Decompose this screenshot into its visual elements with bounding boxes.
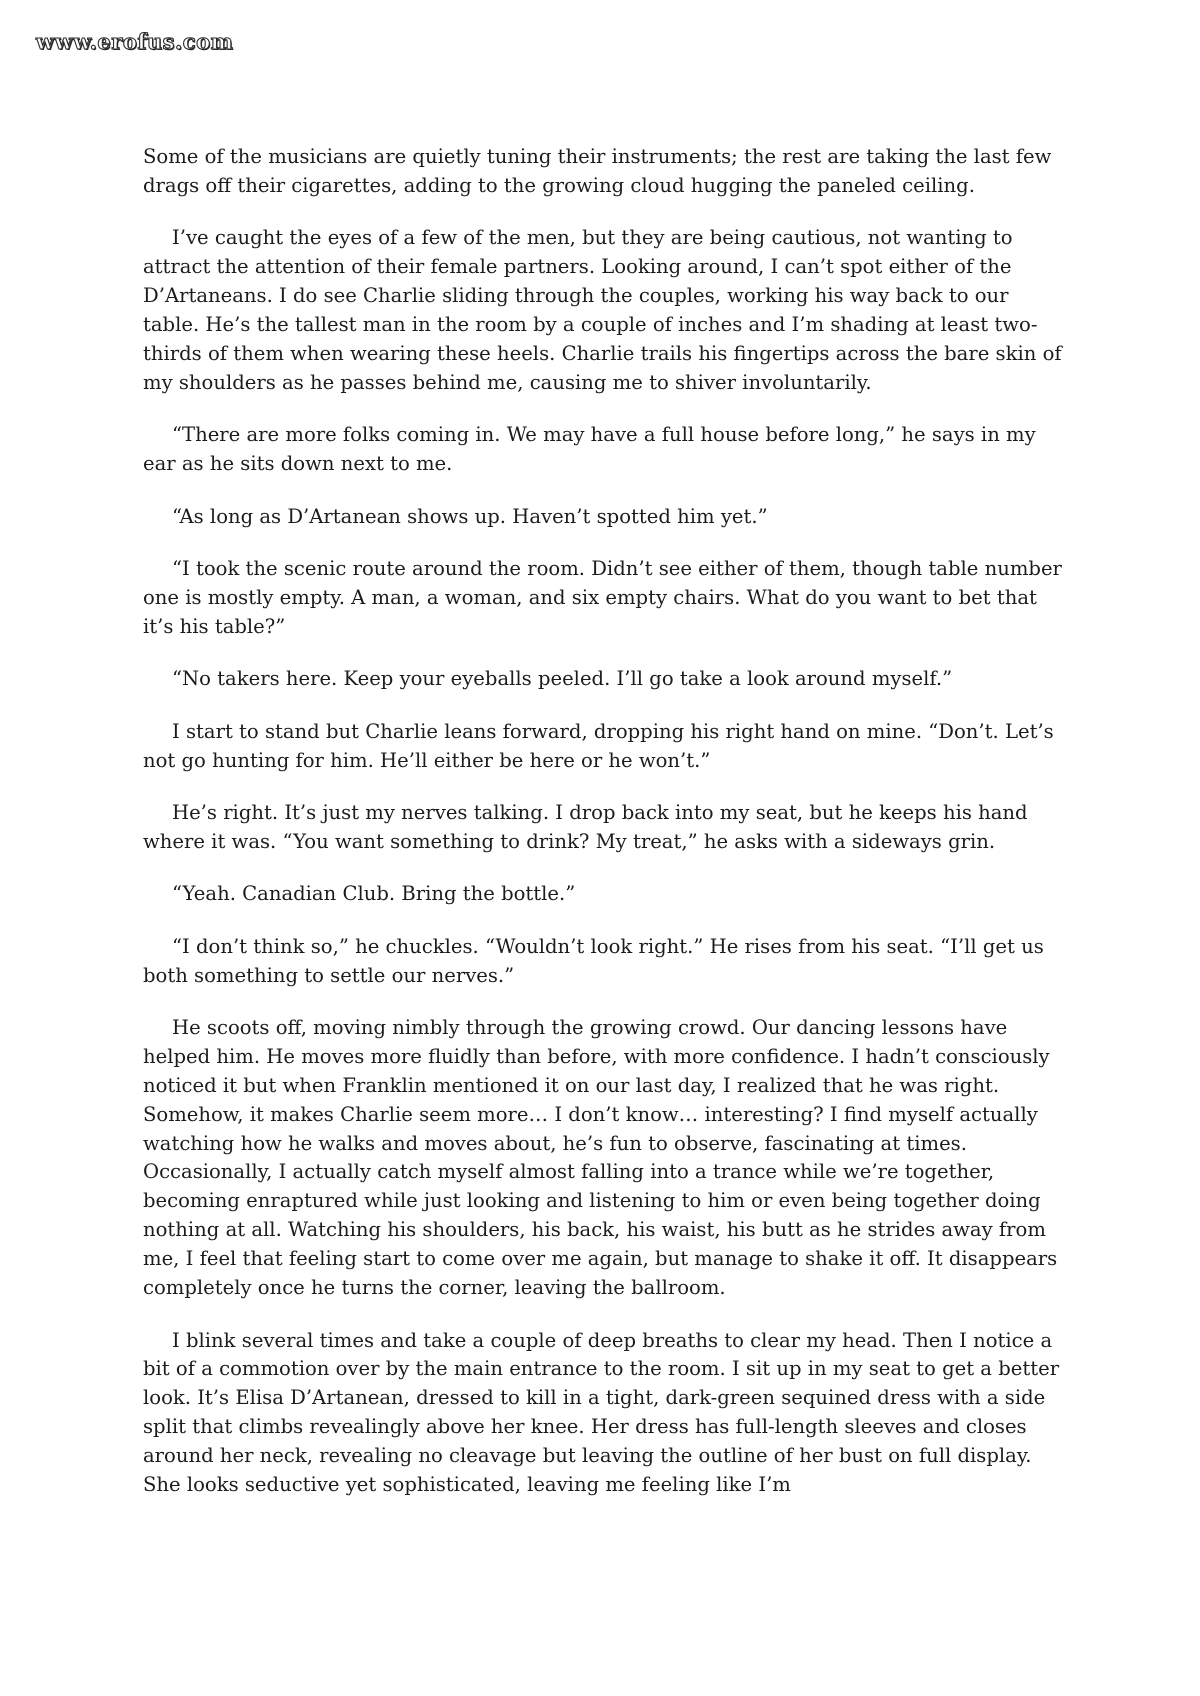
page-body xyxy=(143,143,1063,1523)
paragraph: “As long as D’Artanean shows up. Haven’t spotted him yet.” xyxy=(172,504,768,528)
paragraph: “I took the scenic route around the room. Didn’t see either of them, though table number one is mostly empty. A man, a woman, and six empty chairs. What do you want to bet that it’s his table?” xyxy=(143,556,1062,638)
paragraph: I’ve caught the eyes of a few of the men, but they are being cautious, not wanting to attract the attention of their female partners. Looking around, I can’t spot either of the D’Artaneans. I do see Charlie sliding through the couples, working his way back to our table. He’s the tallest man in the room by a couple of inches and I’m shading at least two-thirds of them when wearing these heels. Charlie trails his fingertips across the bare skin of my shoulders as he passes behind me, causing me to shiver involuntarily. xyxy=(143,226,1062,394)
paragraph: I start to stand but Charlie leans forward, dropping his right hand on mine. “Don’t. Let’s not go hunting for him. He’ll either be here or he won’t.” xyxy=(143,719,1054,772)
paragraph: “Yeah. Canadian Club. Bring the bottle.” xyxy=(172,882,576,906)
paragraph: He scoots off, moving nimbly through the growing crowd. Our dancing lessons have helped him. He moves more fluidly than before, with more confidence. I hadn’t consciously noticed it but when Franklin mentioned it on our last day, I realized that he was right. Somehow, it makes Charlie seem more… I don’t know… interesting? I find myself actually watching how he walks and moves about, he’s fun to observe, fascinating at times. Occasionally, I actually catch myself almost falling into a trance while we’re together, becoming enraptured while just looking and listening to him or even being together doing nothing at all. Watching his shoulders, his back, his waist, his butt as he strides away from me, I feel that feeling start to come over me again, but manage to shake it off. It disappears completely once he turns the corner, leaving the ballroom. xyxy=(143,1015,1058,1300)
site-watermark: www.erofus.com xyxy=(36,29,234,54)
paragraph: “I don’t think so,” he chuckles. “Wouldn’t look right.” He rises from his seat. “I’ll get us both something to settle our nerves.” xyxy=(143,934,1044,987)
paragraph: Some of the musicians are quietly tuning their instruments; the rest are taking the last few drags off their cigarettes, adding to the growing cloud hugging the paneled ceiling. xyxy=(143,145,1052,197)
paragraph: I blink several times and take a couple of deep breaths to clear my head. Then I notice a bit of a commotion over by the main entrance to the room. I sit up in my seat to get a better look. It’s Elisa D’Artanean, dressed to kill in a tight, dark-green sequined dress with a side split that climbs revealingly above her knee. Her dress has full-length sleeves and closes around her neck, revealing no cleavage but leaving the outline of her bust on full display. She looks seductive yet sophisticated, leaving me feeling like I’m xyxy=(143,1328,1060,1497)
paragraph: “No takers here. Keep your eyeballs peeled. I’ll go take a look around myself.” xyxy=(172,667,953,691)
paragraph: He’s right. It’s just my nerves talking. I drop back into my seat, but he keeps his hand where it was. “You want something to drink? My treat,” he asks with a sideways grin. xyxy=(143,800,1028,853)
paragraph: “There are more folks coming in. We may have a full house before long,” he says in my ear as he sits down next to me. xyxy=(143,423,1036,476)
